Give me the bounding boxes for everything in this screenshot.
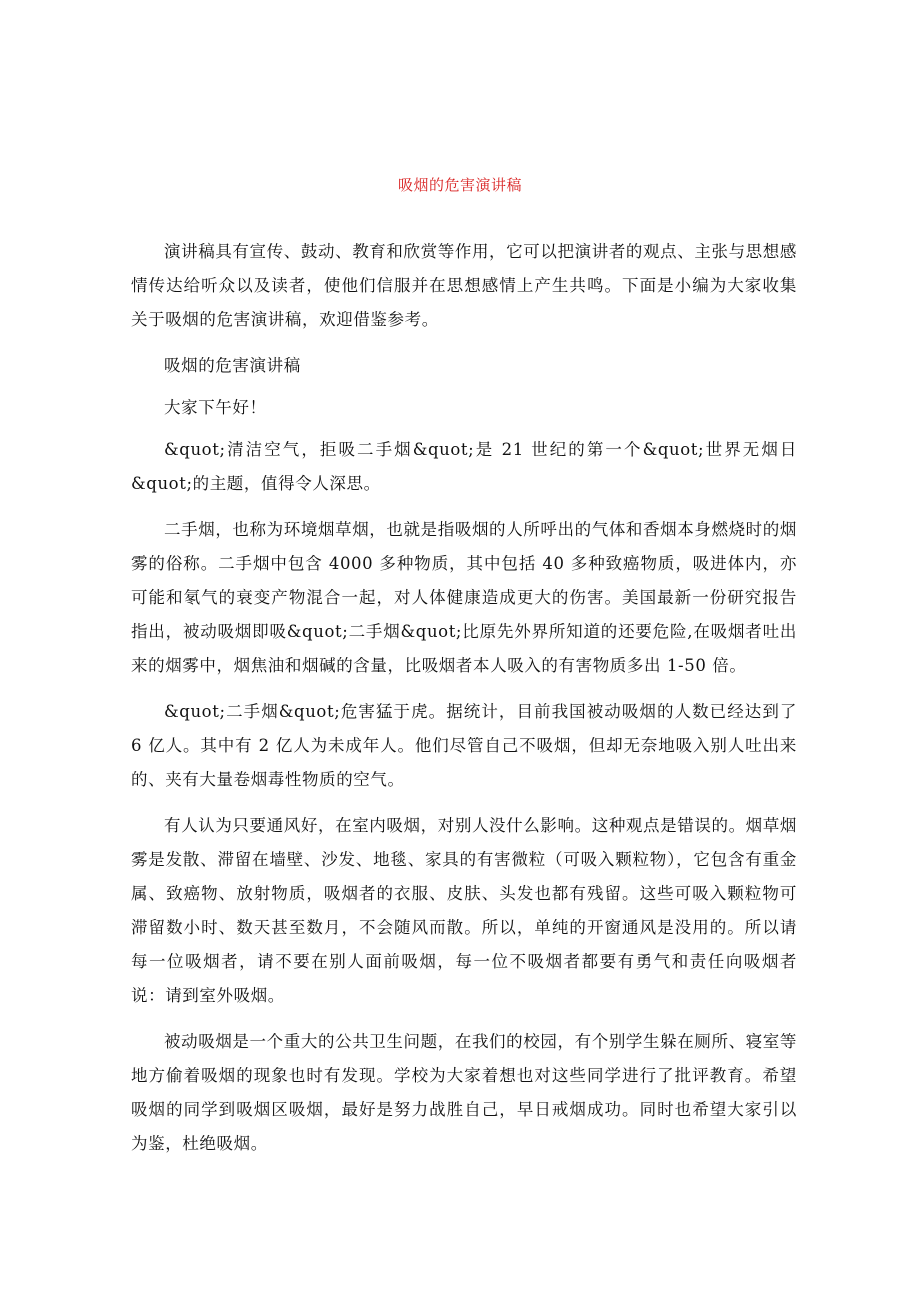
secondhand-smoke-paragraph: 二手烟，也称为环境烟草烟，也就是指吸烟的人所呼出的气体和香烟本身燃烧时的烟雾的俗称。二手烟中包含 4000 多种物质，其中包括 40 多种致癌物质，吸进体内，亦可能和氡气的衰变产物混合一起，对人体健康造成更大的伤害。美国最新一份研究报告指出，被动吸烟即吸&quot;二手烟&quot;比原先外界所知道的还要危险,在吸烟者吐出来的烟雾中，烟焦油和烟碱的含量，比吸烟者本人吸入的有害物质多出 1-50 倍。	[131, 520, 797, 675]
campus-paragraph: 被动吸烟是一个重大的公共卫生问题，在我们的校园，有个别学生躲在厕所、寝室等地方偷着吸烟的现象也时有发现。学校为大家着想也对这些同学进行了批评教育。希望吸烟的同学到吸烟区吸烟，最好是努力战胜自己，早日戒烟成功。同时也希望大家引以为鉴，杜绝吸烟。	[131, 1032, 797, 1153]
theme-paragraph: &quot;清洁空气，拒吸二手烟&quot;是 21 世纪的第一个&quot;世界无烟日&quot;的主题，值得令人深思。	[131, 440, 797, 493]
greeting-paragraph: 大家下午好！	[164, 398, 267, 417]
document-title: 吸烟的危害演讲稿	[397, 176, 522, 194]
intro-paragraph: 演讲稿具有宣传、鼓动、教育和欣赏等作用，它可以把演讲者的观点、主张与思想感情传达给听众以及读者，使他们信服并在思想感情上产生共鸣。下面是小编为大家收集关于吸烟的危害演讲稿，欢迎借鉴参考。	[131, 242, 797, 329]
speech-heading: 吸烟的危害演讲稿	[164, 356, 301, 375]
document-body	[131, 235, 797, 1173]
ventilation-paragraph: 有人认为只要通风好，在室内吸烟，对别人没什么影响。这种观点是错误的。烟草烟雾是发散、滞留在墙壁、沙发、地毯、家具的有害微粒（可吸入颗粒物），它包含有重金属、致癌物、放射物质，吸烟者的衣服、皮肤、头发也都有残留。这些可吸入颗粒物可滞留数小时、数天甚至数月，不会随风而散。所以，单纯的开窗通风是没用的。所以请每一位吸烟者，请不要在别人面前吸烟，每一位不吸烟者都要有勇气和责任向吸烟者说：请到室外吸烟。	[131, 816, 797, 1005]
statistics-paragraph: &quot;二手烟&quot;危害猛于虎。据统计，目前我国被动吸烟的人数已经达到了 6 亿人。其中有 2 亿人为未成年人。他们尽管自己不吸烟，但却无奈地吸入别人吐出来的、夹有大量卷烟毒性物质的空气。	[131, 702, 797, 789]
